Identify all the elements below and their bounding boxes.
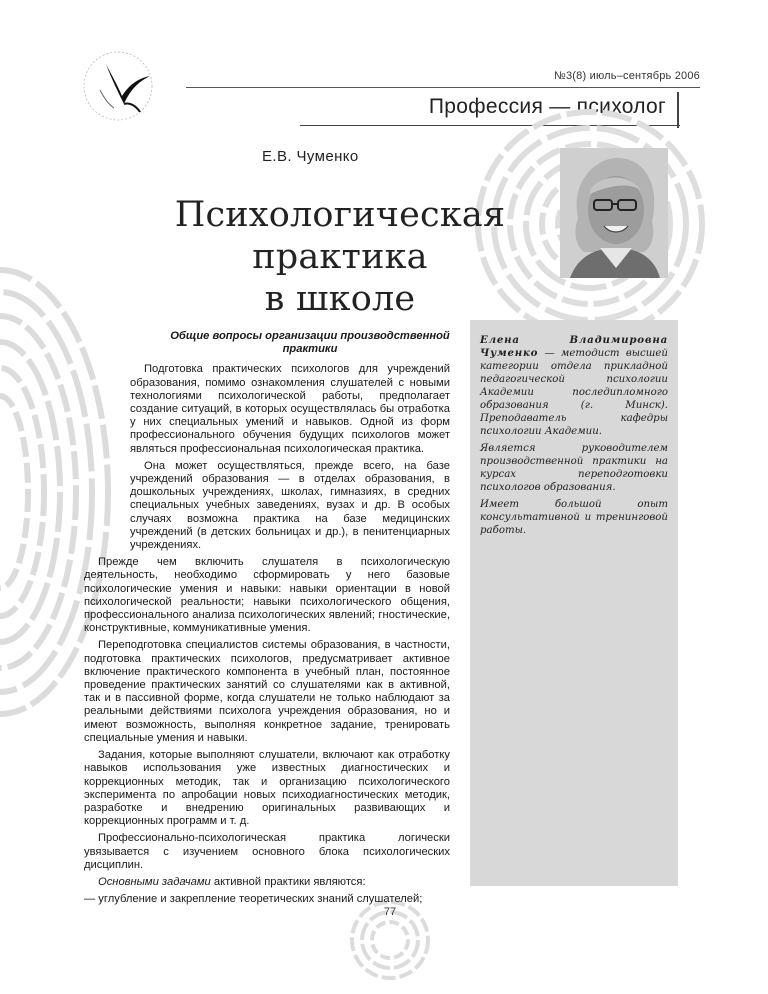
author-name: Е.В. Чуменко [262,148,359,165]
bio-text-1: — методист высшей категории отдела прикладной педагогической психологии Академии последипломного образования (г. Минск). Преподаватель кафедры психологии Академии. [480,348,668,437]
paragraph-6: Профессионально-психологическая практика логически увязывается с изучением основного блока психологических дисциплин. [84,832,450,871]
header-rule [186,87,700,88]
article-title [120,194,560,320]
author-photo [560,148,668,278]
page-number: 77 [383,906,397,918]
bio-paragraph-3: Имеет большой опыт консультативной и тренинговой работы. [480,499,668,536]
title-line-2: в школе [264,279,416,319]
section-title: Профессия — психолог [428,95,666,118]
paragraph-2: Она может осуществляться, прежде всего, на базе учреждений образования — в отделах образования, в дошкольных учреждениях, школах, гимназиях, в средних специальных учебных заведениях, вузах и др. В особых случаях возможна практика на базе медицинских учреждений (в детских больницах и др.), в пенитенциарных учреждениях. [130,459,450,552]
bio-paragraph-1 [480,334,668,438]
list-item: — углубление и закрепление теоретических знаний слушателей; [84,893,423,906]
tasks-text: активной практики являются: [210,875,366,888]
paragraph-1: Подготовка практических психологов для учреждений образования, помимо ознакомления слушателей с новыми технологиями психологической работы, предполагает создание ситуаций, в которых осуществлялась бы отработка у них специальных умений и навыков. Одной из форм профессионального обучения будущих психологов может являться профессиональная психологическая практика. [130,363,450,455]
author-bio-sidebar [470,320,678,886]
subheading: Общие вопросы организации производственной практики [170,330,450,356]
bio-paragraph-2: Является руководителем производственной практики на курсах переподготовки психологов образования. [480,443,668,493]
issue-info: №3(8) июль–сентябрь 2006 [553,70,700,82]
paragraph-7 [84,876,450,889]
portrait-image-icon [560,148,668,278]
tasks-emphasis: Основными задачами [98,875,211,888]
journal-logo-icon [78,46,158,126]
article-body [84,330,450,910]
paragraph-5: Задания, которые выполняют слушатели, включают как отработку навыков использования уже известных диагностических и коррекционных методик, так и организацию психологического эксперимента по апробации новых психодиагностических методик, разработке и внедрению оригинальных развивающих и коррекционных программ и т. д. [84,749,450,828]
paragraph-4: Переподготовка специалистов системы образования, в частности, подготовка практических психологов, предусматривает активное включение практического компонента в учебный план, постоянное проведение практических занятий со слушателями как в активной, так и в пассивной форме, когда слушатели не только наблюдают за реальными действиями психолога учреждения образования, но и имеют возможность, выполняя конкретное задание, тренировать специальные умения и навыки. [84,639,450,744]
title-line-1: Психологическая практика [174,195,506,277]
bio-author-name: Елена Владимировна Чуменко [480,334,668,359]
paragraph-3: Прежде чем включить слушателя в психологическую деятельность, необходимо сформировать у него базовые психологические умения и навыки: навыки ориентации в новой психологической реальности; навыки психологического общения, профессионального анализа психологических явлений; гностические, конструктивные, коммуникативные умения. [84,556,450,635]
